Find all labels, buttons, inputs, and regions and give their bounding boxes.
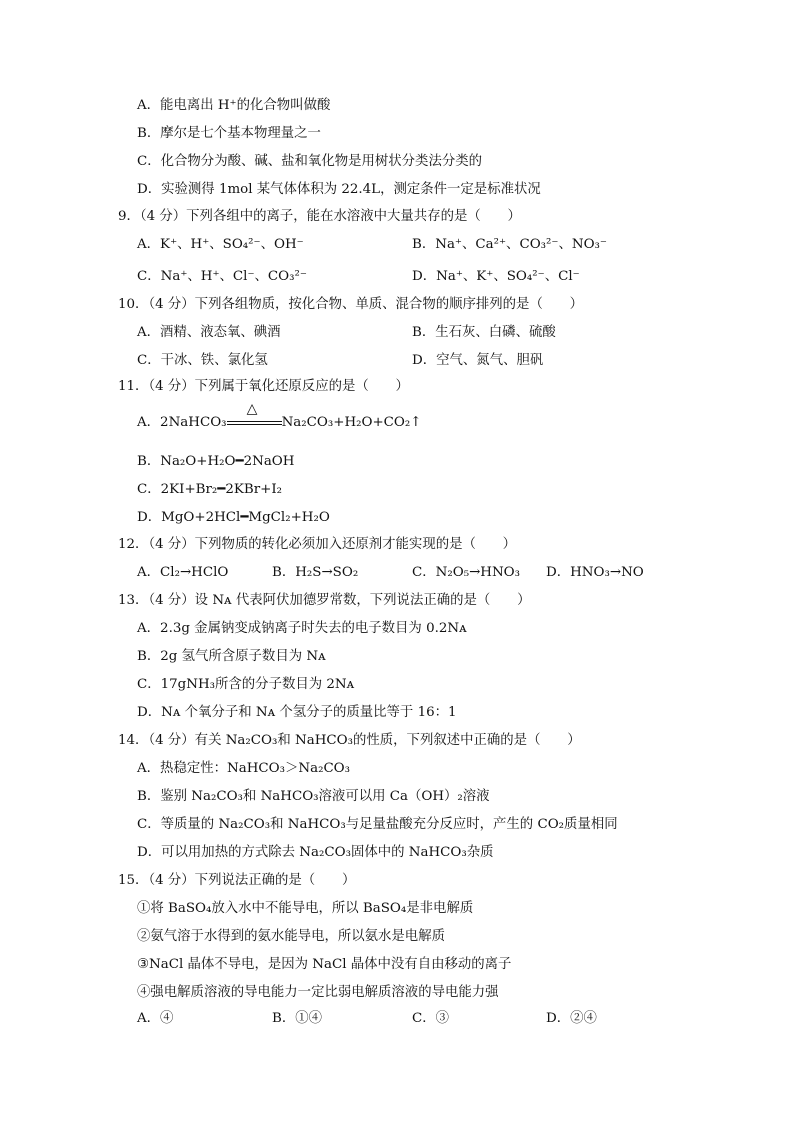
q8-option-b: B．摩尔是七个基本物理量之一 xyxy=(137,126,321,141)
q11-option-a xyxy=(137,400,422,432)
q11-stem: 11．（4 分）下列属于氧化还原反应的是（ ） xyxy=(118,379,409,394)
q10-option-c: C．干冰、铁、氯化氢 xyxy=(137,353,268,368)
q11-option-b: B．Na₂O+H₂O━2NaOH xyxy=(137,454,295,469)
q9-option-a: A．K⁺、H⁺、SO₄²⁻、OH⁻ xyxy=(137,237,304,252)
q13-option-b: B．2g 氢气所含原子数目为 Nᴀ xyxy=(137,649,326,664)
q8-option-a: A．能电离出 H⁺的化合物叫做酸 xyxy=(137,98,331,113)
q14-option-d: D．可以用加热的方式除去 Na₂CO₃固体中的 NaHCO₃杂质 xyxy=(137,845,494,860)
q15-statement-3: ③NaCl 晶体不导电，是因为 NaCl 晶体中没有自由移动的离子 xyxy=(137,957,512,972)
q15-option-c: C．③ xyxy=(412,1011,450,1026)
heat-condition: △ xyxy=(246,400,258,417)
q10-option-d: D．空气、氮气、胆矾 xyxy=(412,353,544,368)
q14-option-c: C．等质量的 Na₂CO₃和 NaHCO₃与足量盐酸充分反应时，产生的 CO₂质量相同 xyxy=(137,817,618,832)
q14-stem: 14．（4 分）有关 Na₂CO₃和 NaHCO₃的性质，下列叙述中正确的是（ ） xyxy=(118,733,581,748)
q10-stem: 10．（4 分）下列各组物质，按化合物、单质、混合物的顺序排列的是（ ） xyxy=(118,297,584,312)
q13-option-c: C．17gNH₃所含的分子数目为 2Nᴀ xyxy=(137,677,355,692)
q12-option-a: A．Cl₂→HClO xyxy=(137,565,229,580)
q12-option-b: B．H₂S→SO₂ xyxy=(272,565,359,580)
q15-statement-1: ①将 BaSO₄放入水中不能导电，所以 BaSO₄是非电解质 xyxy=(137,901,474,916)
q10-option-b: B．生石灰、白磷、硫酸 xyxy=(412,325,556,340)
q9-option-d: D．Na⁺、K⁺、SO₄²⁻、Cl⁻ xyxy=(412,269,580,284)
q15-option-d: D．②④ xyxy=(546,1011,597,1026)
q13-stem: 13．（4 分）设 Nᴀ 代表阿伏加德罗常数，下列说法正确的是（ ） xyxy=(118,593,531,608)
q15-stem: 15．（4 分）下列说法正确的是（ ） xyxy=(118,873,356,888)
q9-option-b: B．Na⁺、Ca²⁺、CO₃²⁻、NO₃⁻ xyxy=(412,237,607,252)
q13-option-a: A．2.3g 金属钠变成钠离子时失去的电子数目为 0.2Nᴀ xyxy=(137,621,467,636)
q11-option-c: C．2KI+Br₂━2KBr+I₂ xyxy=(137,482,282,497)
equilibrium-arrow-icon xyxy=(227,400,282,430)
q15-statement-4: ④强电解质溶液的导电能力一定比弱电解质溶液的导电能力强 xyxy=(137,985,499,1000)
q8-option-d: D．实验测得 1mol 某气体体积为 22.4L，测定条件一定是标准状况 xyxy=(137,182,541,197)
q13-option-d: D．Nᴀ 个氧分子和 Nᴀ 个氢分子的质量比等于 16：1 xyxy=(137,705,457,720)
q15-statement-2: ②氨气溶于水得到的氨水能导电，所以氨水是电解质 xyxy=(137,929,445,944)
q12-stem: 12．（4 分）下列物质的转化必须加入还原剂才能实现的是（ ） xyxy=(118,537,517,552)
q8-option-c: C．化合物分为酸、碱、盐和氧化物是用树状分类法分类的 xyxy=(137,154,483,169)
q9-stem: 9．（4 分）下列各组中的离子，能在水溶液中大量共存的是（ ） xyxy=(118,209,521,224)
q9-option-c: C．Na⁺、H⁺、Cl⁻、CO₃²⁻ xyxy=(137,269,307,284)
q11-option-a-reactant: A．2NaHCO₃ xyxy=(137,415,227,430)
q11-option-d: D．MgO+2HCl━MgCl₂+H₂O xyxy=(137,510,330,525)
q15-option-a: A．④ xyxy=(137,1011,174,1026)
q15-option-b: B．①④ xyxy=(272,1011,323,1026)
q11-option-a-product: Na₂CO₃+H₂O+CO₂↑ xyxy=(281,415,422,430)
q12-option-c: C．N₂O₅→HNO₃ xyxy=(412,565,521,580)
q10-option-a: A．酒精、液态氧、碘酒 xyxy=(137,325,281,340)
q12-option-d: D．HNO₃→NO xyxy=(546,565,644,580)
q14-option-b: B．鉴别 Na₂CO₃和 NaHCO₃溶液可以用 Ca（OH）₂溶液 xyxy=(137,789,490,804)
q14-option-a: A．热稳定性：NaHCO₃＞Na₂CO₃ xyxy=(137,761,351,776)
